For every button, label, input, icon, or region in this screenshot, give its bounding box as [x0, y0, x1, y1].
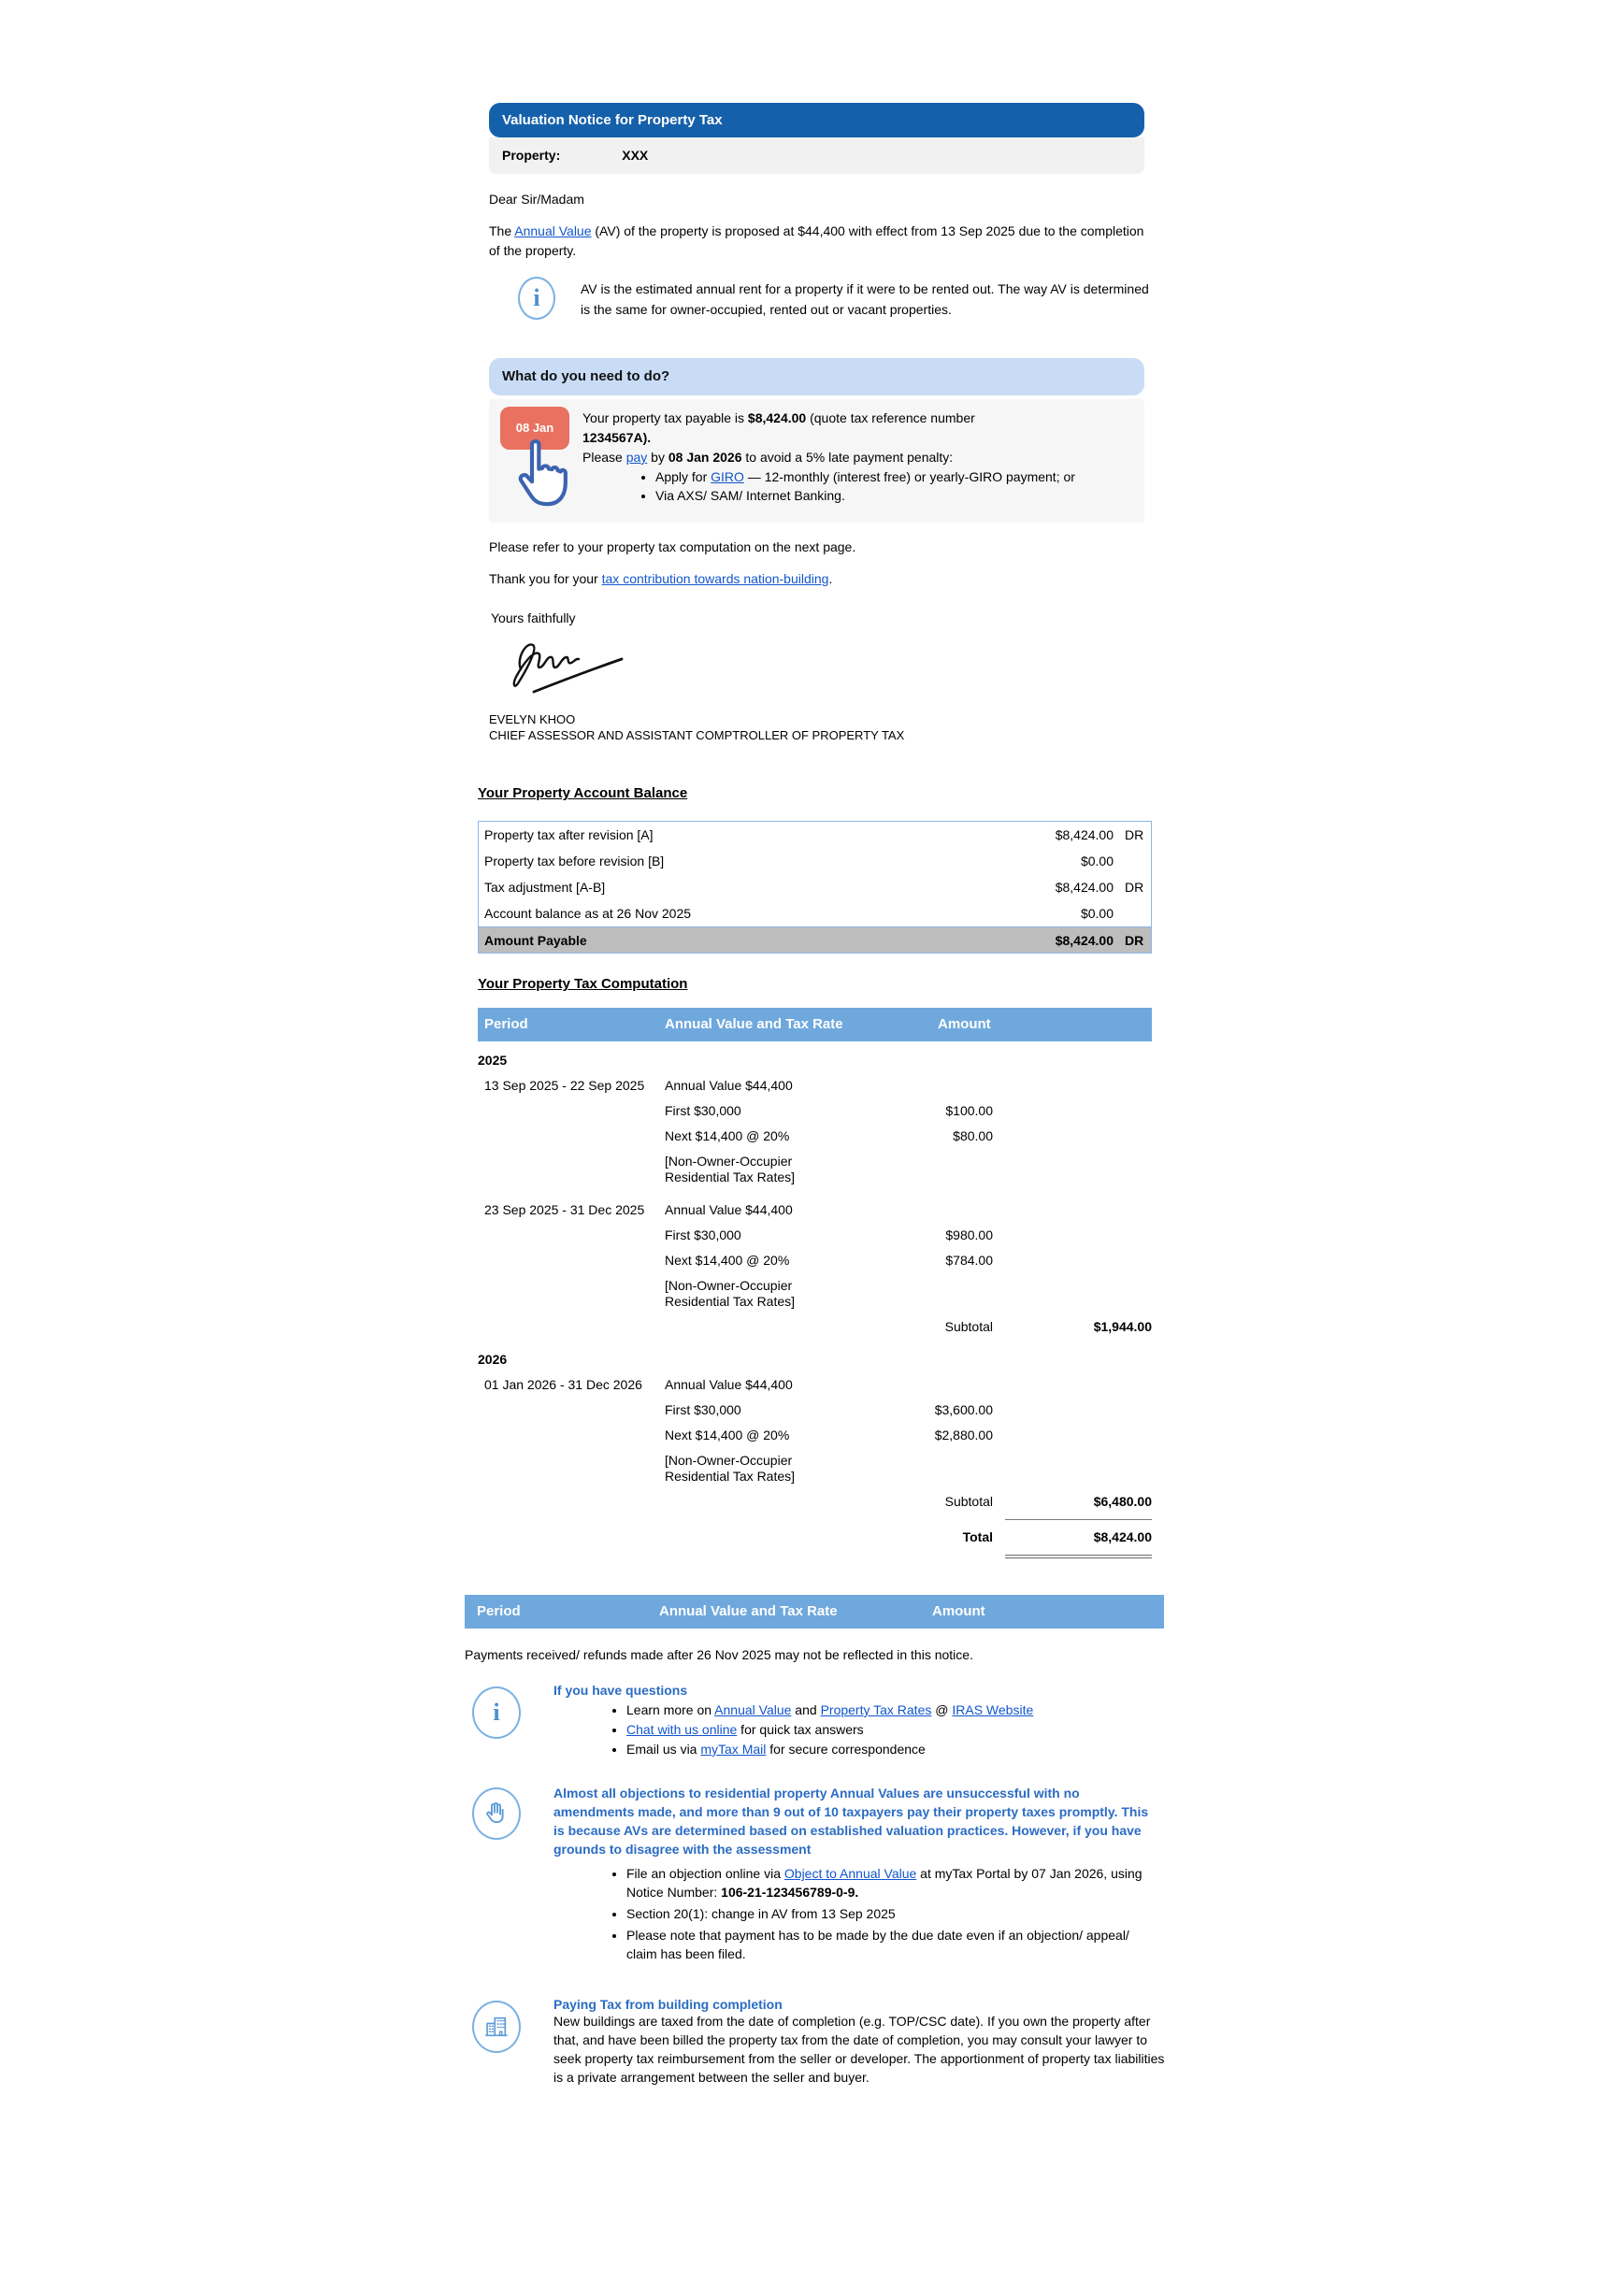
due-date-calendar-badge: 08 Jan [500, 407, 569, 450]
tax-rate-note: [Non-Owner-Occupier Residential Tax Rates] [665, 1278, 796, 1309]
table-row: 13 Sep 2025 - 22 Sep 2025 Annual Value $44,400 [484, 1078, 793, 1093]
table-row [478, 1278, 1152, 1310]
questions-heading: If you have questions [553, 1683, 688, 1698]
list-item: • File an objection online via Object to Annual Value at myTax Portal by 07 Jan 2026, using Notice Number: 106-21-123456789-0-9. [626, 1864, 1150, 1901]
computation-table [478, 1008, 1152, 1558]
payment-option-banking: • Via AXS/ SAM/ Internet Banking. [655, 486, 1144, 505]
todo-title: What do you need to do? [502, 368, 670, 384]
total-row: Total $8,424.00 [962, 1529, 1152, 1544]
objection-lead: Almost all objections to residential property Annual Values are unsuccessful with no amendments made, and more than 9 out of 10 taxpayers pay their property taxes promptly. This is because AVs are determined based on established valuation practices. However, if you have grounds to disagree with the assessment [553, 1786, 1149, 1857]
table-row [478, 1453, 1152, 1485]
list-item: • Email us via myTax Mail for secure correspondence [626, 1740, 1164, 1759]
list-item: • Learn more on Annual Value and Property Tax Rates @ IRAS Website [626, 1700, 1164, 1720]
mytax-mail-link[interactable]: myTax Mail [700, 1742, 767, 1757]
giro-link[interactable]: GIRO [711, 469, 744, 484]
building-content [553, 1997, 1164, 2087]
table-row: Property tax after revision [A] $8,424.00 DR [484, 827, 1144, 842]
payable-line1: Your property tax payable is $8,424.00 (quote tax reference number [582, 410, 975, 425]
list-item: • Section 20(1): change in AV from 13 Sep 2025 [626, 1904, 1150, 1923]
year-row: 2025 [478, 1053, 508, 1068]
table-row [478, 1154, 1152, 1185]
pay-by-line: Please pay by 08 Jan 2026 to avoid a 5% late payment penalty: [582, 450, 954, 465]
table-row: Tax adjustment [A-B] $8,424.00 DR [484, 880, 1144, 895]
property-value: XXX [622, 148, 649, 163]
pay-link[interactable]: pay [625, 450, 648, 465]
table-row: Next $14,400 @ 20% $80.00 [665, 1128, 993, 1143]
intro-text-post: (AV) of the property is proposed at $44,400 with effect from 13 Sep 2025 due to the completion of the property. [489, 223, 1144, 258]
questions-section [465, 1683, 1164, 1759]
list-item: • Chat with us online for quick tax answers [626, 1720, 1164, 1740]
av-info-row [489, 275, 1149, 320]
objection-section [465, 1784, 1164, 1966]
objection-list [553, 1864, 1164, 1963]
info-icon: i [518, 277, 555, 320]
signer-name: EVELYN KHOO [489, 712, 576, 726]
table-row: Next $14,400 @ 20% $784.00 [665, 1253, 993, 1268]
building-completion-section [465, 1997, 1164, 2087]
building-icon [472, 2001, 521, 2053]
total-double-rule [1005, 1555, 1152, 1558]
table-row: First $30,000 $3,600.00 [665, 1402, 993, 1417]
property-label: Property: [502, 148, 561, 163]
av-info-text: AV is the estimated annual rent for a property if it were to be rented out. The way AV is determined is the same for owner-occupied, rented out or vacant properties. [581, 281, 1149, 317]
table-row: First $30,000 $980.00 [665, 1227, 993, 1242]
payment-options-list [582, 467, 1144, 505]
closing: Yours faithfully [491, 610, 576, 625]
amount-payable-row: Amount Payable $8,424.00 DR [479, 926, 1151, 953]
objection-hand-icon [472, 1787, 521, 1840]
payable-amount: $8,424.00 [747, 410, 807, 425]
col-period: Period [484, 1016, 528, 1032]
subtotal-row: Subtotal $6,480.00 [944, 1494, 1152, 1509]
computation-table-header-next-page [465, 1595, 1164, 1629]
payment-instructions [582, 399, 1144, 505]
payment-box [489, 399, 1144, 523]
refer-note: Please refer to your property tax computation on the next page. [489, 539, 856, 554]
signature-image [502, 632, 680, 699]
payment-due-date: 08 Jan 2026 [668, 450, 742, 465]
subtotal-row: Subtotal $1,944.00 [944, 1319, 1152, 1334]
table-row: 01 Jan 2026 - 31 Dec 2026 Annual Value $44,400 [484, 1377, 793, 1392]
thanks-line: Thank you for your tax contribution towards nation-building. [489, 571, 833, 586]
table-row: First $30,000 $100.00 [665, 1103, 993, 1118]
signer-block [489, 711, 904, 743]
signer-title: CHIEF ASSESSOR AND ASSISTANT COMPTROLLER OF PROPERTY TAX [489, 728, 905, 742]
chat-online-link[interactable]: Chat with us online [626, 1722, 738, 1737]
tax-rate-note: [Non-Owner-Occupier Residential Tax Rates] [665, 1453, 796, 1484]
building-heading: Paying Tax from building completion [553, 1997, 783, 2012]
iras-website-link[interactable]: IRAS Website [952, 1702, 1034, 1717]
annual-value-link[interactable]: Annual Value [714, 1702, 792, 1717]
object-to-annual-value-link[interactable]: Object to Annual Value [783, 1866, 917, 1881]
info-icon: i [472, 1686, 521, 1739]
hand-cursor-icon [510, 438, 569, 511]
notice-number: 106-21-123456789-0-9. [721, 1885, 859, 1900]
annual-value-link[interactable]: Annual Value [514, 223, 592, 238]
col-av-tax-rate: Annual Value and Tax Rate [659, 1603, 838, 1619]
notice-title: Valuation Notice for Property Tax [502, 112, 723, 128]
account-balance-table [478, 821, 1152, 954]
salutation: Dear Sir/Madam [489, 192, 584, 207]
questions-list [553, 1700, 1164, 1759]
objection-content [553, 1784, 1164, 1963]
property-bar [489, 137, 1144, 174]
computation-table-body [478, 1041, 1152, 1558]
col-period: Period [477, 1603, 521, 1619]
year-row: 2026 [478, 1352, 508, 1367]
nation-building-link[interactable]: tax contribution towards nation-building [601, 571, 829, 586]
account-balance-heading: Your Property Account Balance [478, 785, 688, 801]
computation-table-header [478, 1008, 1152, 1041]
list-item: • Please note that payment has to be made by the due date even if an objection/ appeal/ claim has been filed. [626, 1926, 1150, 1963]
building-body: New buildings are taxed from the date of completion (e.g. TOP/CSC date). If you own the property after that, and have been billed the property tax from the date of completion, you may consult your lawyer to seek property tax reimbursement from the seller or developer. The apportionment of property tax liabilities is a private arrangement between the seller and buyer. [553, 2014, 1165, 2085]
payment-option-giro: • Apply for GIRO — 12-monthly (interest free) or yearly-GIRO payment; or [655, 467, 1144, 486]
notice-page [465, 0, 1164, 2296]
col-amount: Amount [938, 1016, 991, 1032]
table-row: 23 Sep 2025 - 31 Dec 2025 Annual Value $44,400 [484, 1202, 793, 1217]
col-av-tax-rate: Annual Value and Tax Rate [665, 1016, 843, 1032]
intro-paragraph [489, 222, 1144, 261]
table-row: Next $14,400 @ 20% $2,880.00 [665, 1428, 993, 1442]
table-row: Account balance as at 26 Nov 2025 $0.00 [484, 906, 1114, 921]
property-tax-rates-link[interactable]: Property Tax Rates [820, 1702, 932, 1717]
intro-text-pre: The [489, 223, 515, 238]
tax-rate-note: [Non-Owner-Occupier Residential Tax Rates] [665, 1154, 796, 1184]
questions-content [553, 1683, 1164, 1759]
notice-title-bar [489, 103, 1144, 137]
subtotal-rule [1005, 1519, 1152, 1520]
payments-note: Payments received/ refunds made after 26 Nov 2025 may not be reflected in this notice. [465, 1647, 973, 1662]
todo-section-header [489, 358, 1144, 395]
computation-heading: Your Property Tax Computation [478, 976, 688, 992]
table-row: Property tax before revision [B] $0.00 [484, 854, 1114, 868]
tax-reference-number: 1234567A). [582, 430, 652, 445]
col-amount: Amount [932, 1603, 985, 1619]
